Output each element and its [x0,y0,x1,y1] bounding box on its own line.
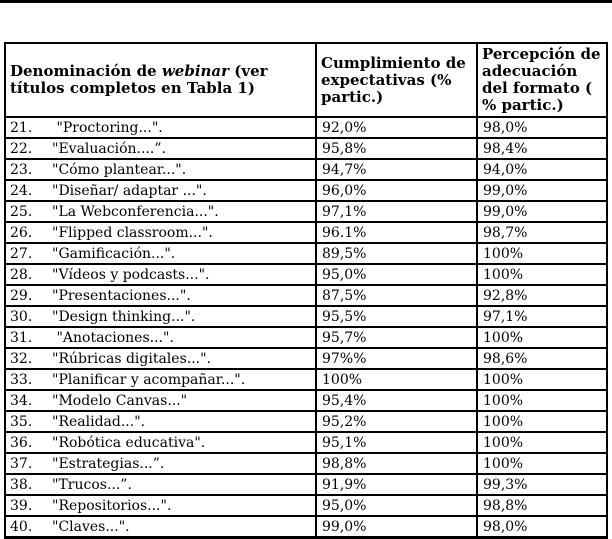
table-row [5,390,607,411]
formato-value: 98,0% [477,516,607,538]
webinar-title: "Claves...". [52,518,130,535]
webinar-cell [5,159,316,180]
table-row [5,411,607,432]
webinar-cell [5,180,316,201]
webinar-title: "Estrategias...”. [52,455,165,472]
expectativas-value: 98,8% [316,453,477,474]
row-number: 35. [10,413,33,430]
expectativas-value: 95,0% [316,264,477,285]
formato-value: 99,0% [477,180,607,201]
expectativas-value: 100% [316,369,477,390]
webinar-title: "Robótica educativa". [52,434,206,451]
formato-value: 100% [477,453,607,474]
expectativas-value: 94,7% [316,159,477,180]
header-denominacion [5,43,316,117]
table-row [5,495,607,516]
webinar-cell [5,138,316,159]
formato-value: 100% [477,369,607,390]
table-header [5,43,607,117]
webinar-title: "Repositorios...". [52,497,172,514]
row-number: 36. [10,434,33,451]
table-row [5,264,607,285]
table-row [5,306,607,327]
expectativas-value: 95,2% [316,411,477,432]
header-expectativas: Cumplimiento de expectativas (% partic.) [316,43,477,117]
webinar-cell [5,264,316,285]
expectativas-value: 91,9% [316,474,477,495]
webinar-title: "Presentaciones...". [52,287,191,304]
table-row [5,369,607,390]
formato-value: 100% [477,411,607,432]
webinar-title: "Trucos...”. [52,476,132,493]
table-row [5,159,607,180]
webinar-cell [5,348,316,369]
expectativas-value: 99,0% [316,516,477,538]
webinar-cell [5,327,316,348]
webinar-title: "Modelo Canvas..." [52,392,188,409]
results-table [4,42,608,539]
row-number: 25. [10,203,33,220]
formato-value: 92,8% [477,285,607,306]
webinar-title: "Realidad...". [52,413,146,430]
webinar-title: "Rúbricas digitales...". [52,350,211,367]
webinar-title: "Diseñar/ adaptar ...". [52,182,207,199]
table-row [5,138,607,159]
webinar-cell [5,432,316,453]
formato-value: 98,0% [477,117,607,138]
webinar-cell [5,495,316,516]
table-row [5,243,607,264]
webinar-cell [5,285,316,306]
row-number: 40. [10,518,33,535]
table-row [5,201,607,222]
table-row [5,180,607,201]
expectativas-value: 95,1% [316,432,477,453]
webinar-cell [5,390,316,411]
expectativas-value: 87,5% [316,285,477,306]
webinar-cell [5,222,316,243]
header-row [5,43,607,117]
formato-value: 100% [477,432,607,453]
formato-value: 100% [477,327,607,348]
table-row [5,453,607,474]
webinar-cell [5,369,316,390]
webinar-cell [5,306,316,327]
row-number: 32. [10,350,33,367]
row-number: 23. [10,161,33,178]
table-row [5,474,607,495]
row-number: 37. [10,455,33,472]
row-number: 28. [10,266,33,283]
formato-value: 98,4% [477,138,607,159]
webinar-cell [5,117,316,138]
webinar-title: "Evaluación....”. [52,140,166,157]
formato-value: 94,0% [477,159,607,180]
table-row [5,327,607,348]
webinar-cell [5,516,316,538]
header-denominacion-prefix: Denominación de [10,62,162,80]
row-number: 39. [10,497,33,514]
webinar-title: "Proctoring...". [52,119,163,136]
formato-value: 97,1% [477,306,607,327]
row-number: 26. [10,224,33,241]
expectativas-value: 95,4% [316,390,477,411]
formato-value: 98,7% [477,222,607,243]
formato-value: 99,3% [477,474,607,495]
header-formato: Percepción de adecuación del formato ( % partic.) [477,43,607,117]
expectativas-value: 95,8% [316,138,477,159]
expectativas-value: 95,5% [316,306,477,327]
table-row [5,516,607,538]
table-row [5,285,607,306]
row-number: 22. [10,140,33,157]
webinar-title: "Anotaciones...". [52,329,174,346]
row-number: 38. [10,476,33,493]
expectativas-value: 92,0% [316,117,477,138]
row-number: 30. [10,308,33,325]
webinar-cell [5,243,316,264]
formato-value: 100% [477,264,607,285]
expectativas-value: 96,0% [316,180,477,201]
table-row [5,348,607,369]
webinar-title: "Design thinking...". [52,308,196,325]
webinar-cell [5,201,316,222]
formato-value: 98,8% [477,495,607,516]
formato-value: 98,6% [477,348,607,369]
row-number: 31. [10,329,33,346]
webinar-cell [5,474,316,495]
row-number: 29. [10,287,33,304]
row-number: 27. [10,245,33,262]
webinar-cell [5,453,316,474]
expectativas-value: 89,5% [316,243,477,264]
top-rule [0,0,612,3]
webinar-title: "La Webconferencia...". [52,203,219,220]
expectativas-value: 97%% [316,348,477,369]
formato-value: 100% [477,390,607,411]
formato-value: 99,0% [477,201,607,222]
webinar-title: "Vídeos y podcasts...". [52,266,210,283]
row-number: 24. [10,182,33,199]
webinar-title: "Cómo plantear...". [52,161,187,178]
formato-value: 100% [477,243,607,264]
webinar-title: "Flipped classroom...". [52,224,213,241]
expectativas-value: 95,7% [316,327,477,348]
table-row [5,117,607,138]
webinar-cell [5,411,316,432]
header-webinar-italic: webinar [161,62,230,80]
expectativas-value: 97,1% [316,201,477,222]
table-row [5,222,607,243]
expectativas-value: 96.1% [316,222,477,243]
table-row [5,432,607,453]
row-number: 33. [10,371,33,388]
row-number: 34. [10,392,33,409]
expectativas-value: 95,0% [316,495,477,516]
webinar-title: "Planificar y acompañar...". [52,371,246,388]
webinar-title: "Gamificación...". [52,245,176,262]
table-body [5,117,607,538]
header-denominacion-suffix: (ver títulos completos en Tabla 1) [10,62,268,97]
row-number: 21. [10,119,33,136]
